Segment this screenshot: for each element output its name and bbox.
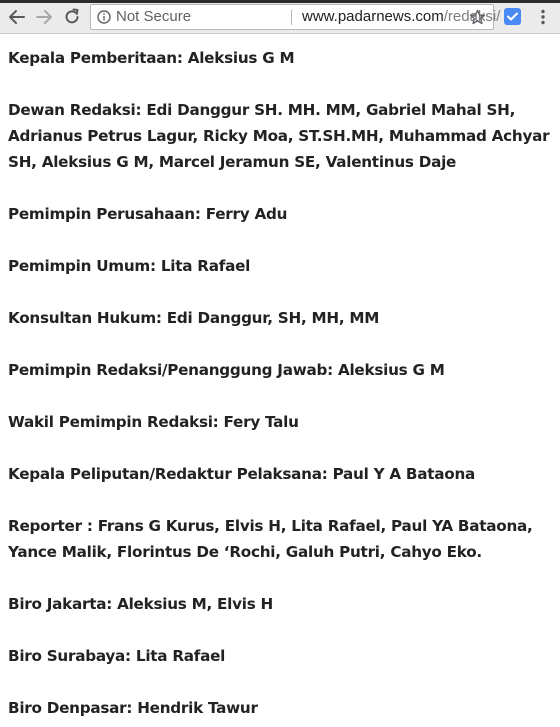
entry-biro-surabaya: Biro Surabaya: Lita Rafael <box>8 647 226 665</box>
address-divider <box>291 10 292 25</box>
tab-strip-edge <box>0 0 560 3</box>
back-arrow-icon <box>8 9 26 25</box>
entry-pemimpin-umum: Pemimpin Umum: Lita Rafael <box>8 257 251 275</box>
extension-icon[interactable] <box>504 8 521 25</box>
security-status-label[interactable]: Not Secure <box>116 8 192 25</box>
entry-dewan-redaksi: Dewan Redaksi: Edi Danggur SH. MH. MM, Gabriel Mahal SH, Adrianus Petrus Lagur, Ricky Moa, ST.SH.MH, Muhammad Achyar SH, Aleksius G M, Marcel Jeramun SE, Valentinus Daje <box>8 101 550 171</box>
address-bar[interactable] <box>90 4 501 30</box>
forward-button[interactable] <box>32 6 56 28</box>
entry-reporter: Reporter : Frans G Kurus, Elvis H, Lita Rafael, Paul YA Bataona, Yance Malik, Florintus De ‘Rochi, Galuh Putri, Cahyo Eko. <box>8 517 533 561</box>
entry-kepala-peliputan: Kepala Peliputan/Redaktur Pelaksana: Paul Y A Bataona <box>8 465 476 483</box>
entry-pemimpin-perusahaan: Pemimpin Perusahaan: Ferry Adu <box>8 205 288 223</box>
entry-pemimpin-redaksi: Pemimpin Redaksi/Penanggung Jawab: Aleksius G M <box>8 361 445 379</box>
entry-kepala-pemberitaan: Kepala Pemberitaan: Aleksius G M <box>8 49 295 67</box>
back-button[interactable] <box>5 6 29 28</box>
forward-arrow-icon <box>35 9 53 25</box>
page-content <box>8 34 553 727</box>
entry-biro-jakarta: Biro Jakarta: Aleksius M, Elvis H <box>8 595 273 613</box>
url-path: /redaksi/ <box>443 8 501 25</box>
entry-biro-denpasar: Biro Denpasar: Hendrik Tawur <box>8 699 258 717</box>
star-icon[interactable] <box>469 9 486 26</box>
entry-konsultan-hukum: Konsultan Hukum: Edi Danggur, SH, MH, MM <box>8 309 380 327</box>
reload-button[interactable] <box>60 6 84 28</box>
browser-toolbar <box>0 0 560 34</box>
info-icon[interactable] <box>97 10 111 24</box>
url-host: www.padarnews.com <box>302 8 444 25</box>
entry-wakil-pemimpin-redaksi: Wakil Pemimpin Redaksi: Fery Talu <box>8 413 299 431</box>
reload-icon <box>63 8 81 26</box>
menu-icon[interactable] <box>534 8 552 26</box>
